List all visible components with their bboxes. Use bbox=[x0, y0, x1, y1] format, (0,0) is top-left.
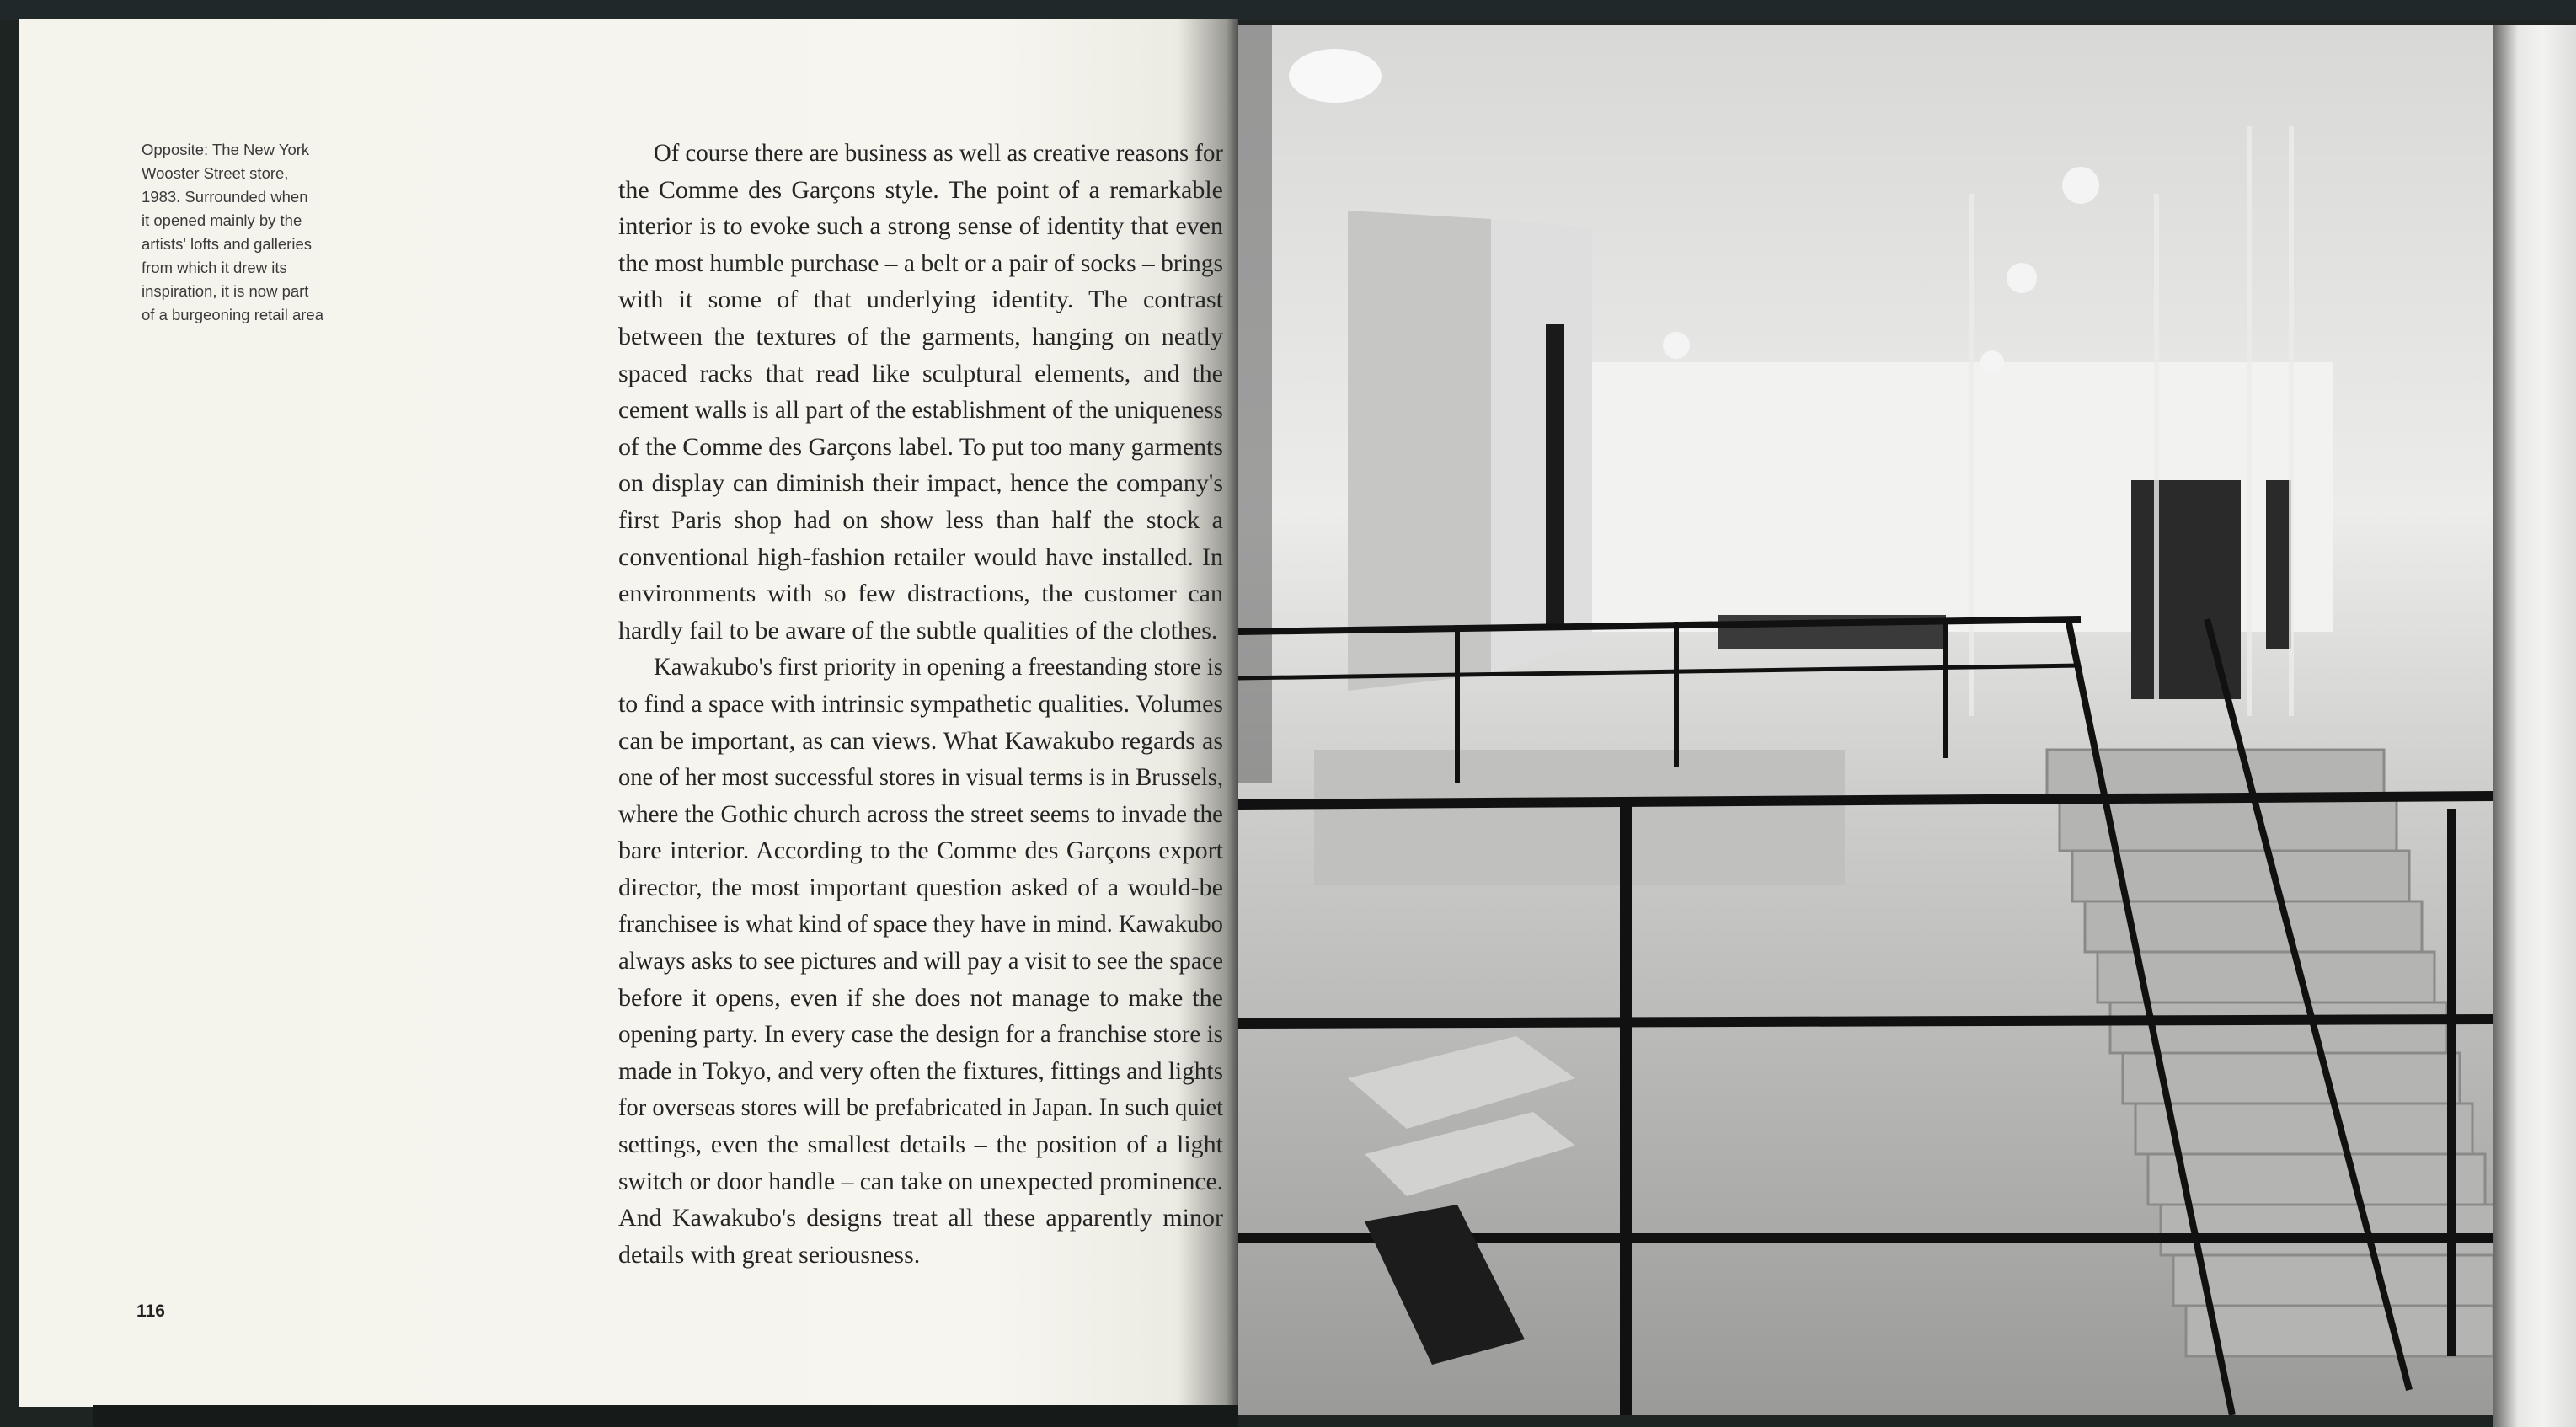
caption-line: of a burgeoning retail area bbox=[142, 306, 323, 323]
text-row bbox=[618, 208, 1223, 245]
text-row bbox=[618, 832, 1223, 869]
store-interior-photo bbox=[1238, 25, 2493, 1415]
text-row bbox=[618, 281, 1223, 318]
text-line: always asks to see pictures and will pay a visit to see the space bbox=[618, 947, 1223, 975]
text-line: the Comme des Garçons style. The point of a remarkable bbox=[618, 175, 1223, 204]
text-row bbox=[618, 943, 1223, 980]
text-row bbox=[618, 502, 1223, 539]
text-line: settings, even the smallest details – the position of a light bbox=[618, 1130, 1223, 1159]
text-row bbox=[618, 612, 1223, 649]
text-line: can be important, as can views. What Kawakubo regards as bbox=[618, 726, 1223, 755]
caption-line: Opposite: The New York bbox=[142, 141, 310, 158]
text-line: opening party. In every case the design for a franchise store is bbox=[618, 1020, 1223, 1049]
caption-line: Wooster Street store, bbox=[142, 164, 289, 182]
text-line: before it opens, even if she does not manage to make the bbox=[618, 983, 1223, 1012]
photo-caption bbox=[142, 138, 361, 327]
text-row bbox=[618, 539, 1223, 576]
text-row bbox=[618, 686, 1223, 723]
text-line: environments with so few distractions, the customer can bbox=[618, 580, 1223, 608]
text-row bbox=[618, 245, 1223, 282]
text-row bbox=[618, 759, 1223, 796]
caption-line: from which it drew its bbox=[142, 259, 287, 276]
text-line: director, the most important question asked of a would-be bbox=[618, 873, 1223, 901]
caption-line: 1983. Surrounded when bbox=[142, 188, 308, 206]
text-row bbox=[618, 172, 1223, 209]
scan-bottom-edge bbox=[93, 1405, 1238, 1427]
book-right-edge bbox=[2493, 25, 2576, 1427]
text-line: cement walls is all part of the establishment of the uniqueness bbox=[618, 396, 1223, 425]
text-row bbox=[618, 1163, 1223, 1200]
scan-top-edge bbox=[0, 0, 2576, 20]
text-line: hardly fail to be aware of the subtle qualities of the clothes. bbox=[618, 616, 1218, 644]
text-line: where the Gothic church across the street seems to invade the bbox=[618, 799, 1223, 828]
text-line: to find a space with intrinsic sympathetic qualities. Volumes bbox=[618, 689, 1224, 718]
caption-line: artists' lofts and galleries bbox=[142, 235, 312, 253]
text-row bbox=[618, 980, 1223, 1017]
text-row bbox=[618, 1016, 1223, 1053]
text-row bbox=[618, 1126, 1223, 1163]
text-line: interior is to evoke such a strong sense of identity that even bbox=[618, 212, 1223, 241]
text-line: between the textures of the garments, hanging on neatly bbox=[618, 322, 1223, 350]
text-line: with it some of that underlying identity. The contrast bbox=[618, 286, 1223, 314]
text-line: Kawakubo's first priority in opening a freestanding store is bbox=[654, 653, 1223, 681]
text-row bbox=[618, 318, 1223, 355]
body-text bbox=[618, 135, 1223, 1273]
text-row bbox=[618, 1200, 1223, 1237]
text-line: franchisee is what kind of space they have in mind. Kawakubo bbox=[618, 910, 1223, 938]
text-row bbox=[618, 906, 1223, 943]
text-row bbox=[618, 649, 1223, 686]
text-row bbox=[618, 869, 1223, 906]
text-row bbox=[618, 1237, 1223, 1274]
text-row bbox=[618, 1053, 1223, 1090]
text-line: the most humble purchase – a belt or a pair of socks – brings bbox=[618, 249, 1223, 277]
text-line: And Kawakubo's designs treat all these apparently minor bbox=[618, 1204, 1223, 1232]
text-line: on display can diminish their impact, hence the company's bbox=[618, 469, 1223, 498]
caption-line: it opened mainly by the bbox=[142, 211, 302, 229]
text-line: of the Comme des Garçons label. To put too many garments bbox=[618, 432, 1223, 461]
text-line: details with great seriousness. bbox=[618, 1240, 921, 1269]
paragraph bbox=[618, 135, 1223, 649]
text-line: for overseas stores will be prefabricated in Japan. In such quiet bbox=[618, 1093, 1224, 1122]
text-row bbox=[618, 465, 1223, 502]
text-row bbox=[618, 796, 1223, 833]
text-row bbox=[618, 355, 1223, 393]
text-line: switch or door handle – can take on unexpected prominence. bbox=[618, 1167, 1224, 1195]
text-line: spaced racks that read like sculptural elements, and the bbox=[618, 359, 1223, 387]
text-line: conventional high-fashion retailer would have installed. In bbox=[618, 542, 1223, 571]
text-row bbox=[618, 392, 1223, 429]
text-row bbox=[618, 575, 1223, 612]
text-row bbox=[618, 429, 1223, 466]
text-line: bare interior. According to the Comme des Garçons export bbox=[618, 836, 1223, 865]
text-row bbox=[618, 1089, 1223, 1126]
text-line: made in Tokyo, and very often the fixtures, fittings and lights bbox=[618, 1056, 1223, 1085]
text-line: one of her most successful stores in visual terms is in Brussels, bbox=[618, 763, 1224, 792]
paragraph bbox=[618, 649, 1223, 1273]
text-line: first Paris shop had on show less than half the stock a bbox=[618, 505, 1223, 534]
text-row bbox=[618, 135, 1223, 172]
text-line: Of course there are business as well as creative reasons for bbox=[654, 139, 1223, 167]
caption-line: inspiration, it is now part bbox=[142, 282, 309, 300]
page-number: 116 bbox=[136, 1301, 165, 1321]
text-row bbox=[618, 723, 1223, 760]
